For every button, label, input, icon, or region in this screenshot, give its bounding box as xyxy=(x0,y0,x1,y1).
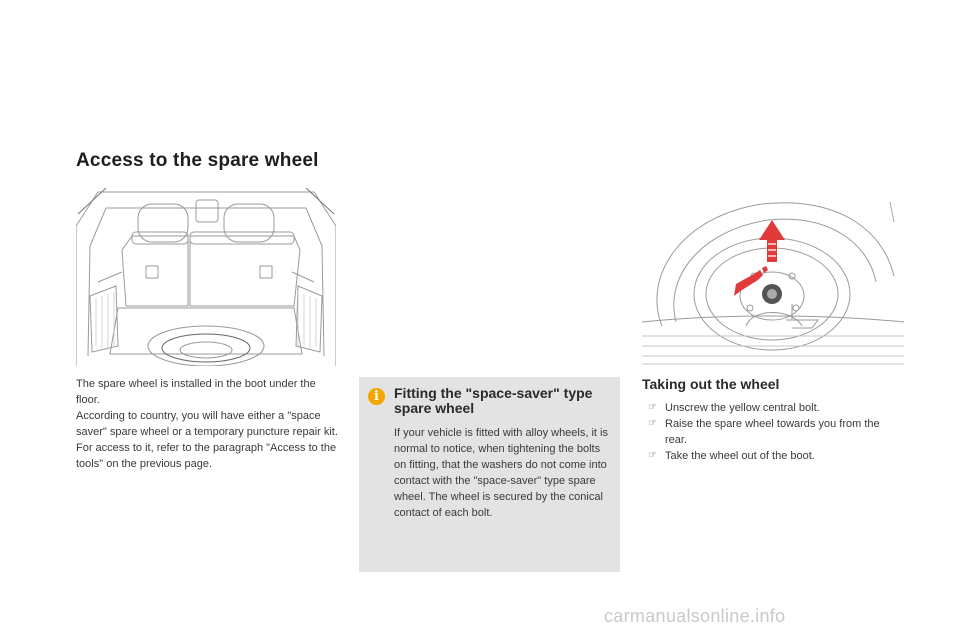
spare-wheel-illustration xyxy=(642,196,906,366)
intro-text xyxy=(76,376,342,472)
info-box-text: If your vehicle is fitted with alloy wheels, it is normal to notice, when tightening the bolts on fitting, that the washers do not come into contact with the "space-saver" type spare wheel. The wheel is secured by the conical contact of each bolt. xyxy=(394,427,608,519)
section-title: Access to the spare wheel xyxy=(76,150,319,171)
step-text: Raise the spare wheel towards you from the rear. xyxy=(665,418,880,446)
steps-list xyxy=(648,400,898,464)
watermark: carmanualsonline.info xyxy=(604,606,786,626)
intro-line: The spare wheel is installed in the boot under the floor. xyxy=(76,378,316,406)
taking-out-title: Taking out the wheel xyxy=(642,376,780,392)
pointing-hand-icon: ☞ xyxy=(648,450,657,461)
step-text: Unscrew the yellow central bolt. xyxy=(665,402,820,414)
list-item xyxy=(648,400,898,416)
info-icon: i xyxy=(368,388,385,405)
pointing-hand-icon: ☞ xyxy=(648,402,657,413)
boot-illustration xyxy=(76,186,336,366)
info-box-title: Fitting the "space-saver" type spare wheel xyxy=(394,385,593,416)
list-item xyxy=(648,416,898,448)
list-item xyxy=(648,448,898,464)
pointing-hand-icon: ☞ xyxy=(648,418,657,429)
intro-line: For access to it, refer to the paragraph "Access to the tools" on the previous page. xyxy=(76,442,337,470)
step-text: Take the wheel out of the boot. xyxy=(665,450,815,462)
intro-line: According to country, you will have either a "space saver" spare wheel or a temporary puncture repair kit. xyxy=(76,410,338,438)
